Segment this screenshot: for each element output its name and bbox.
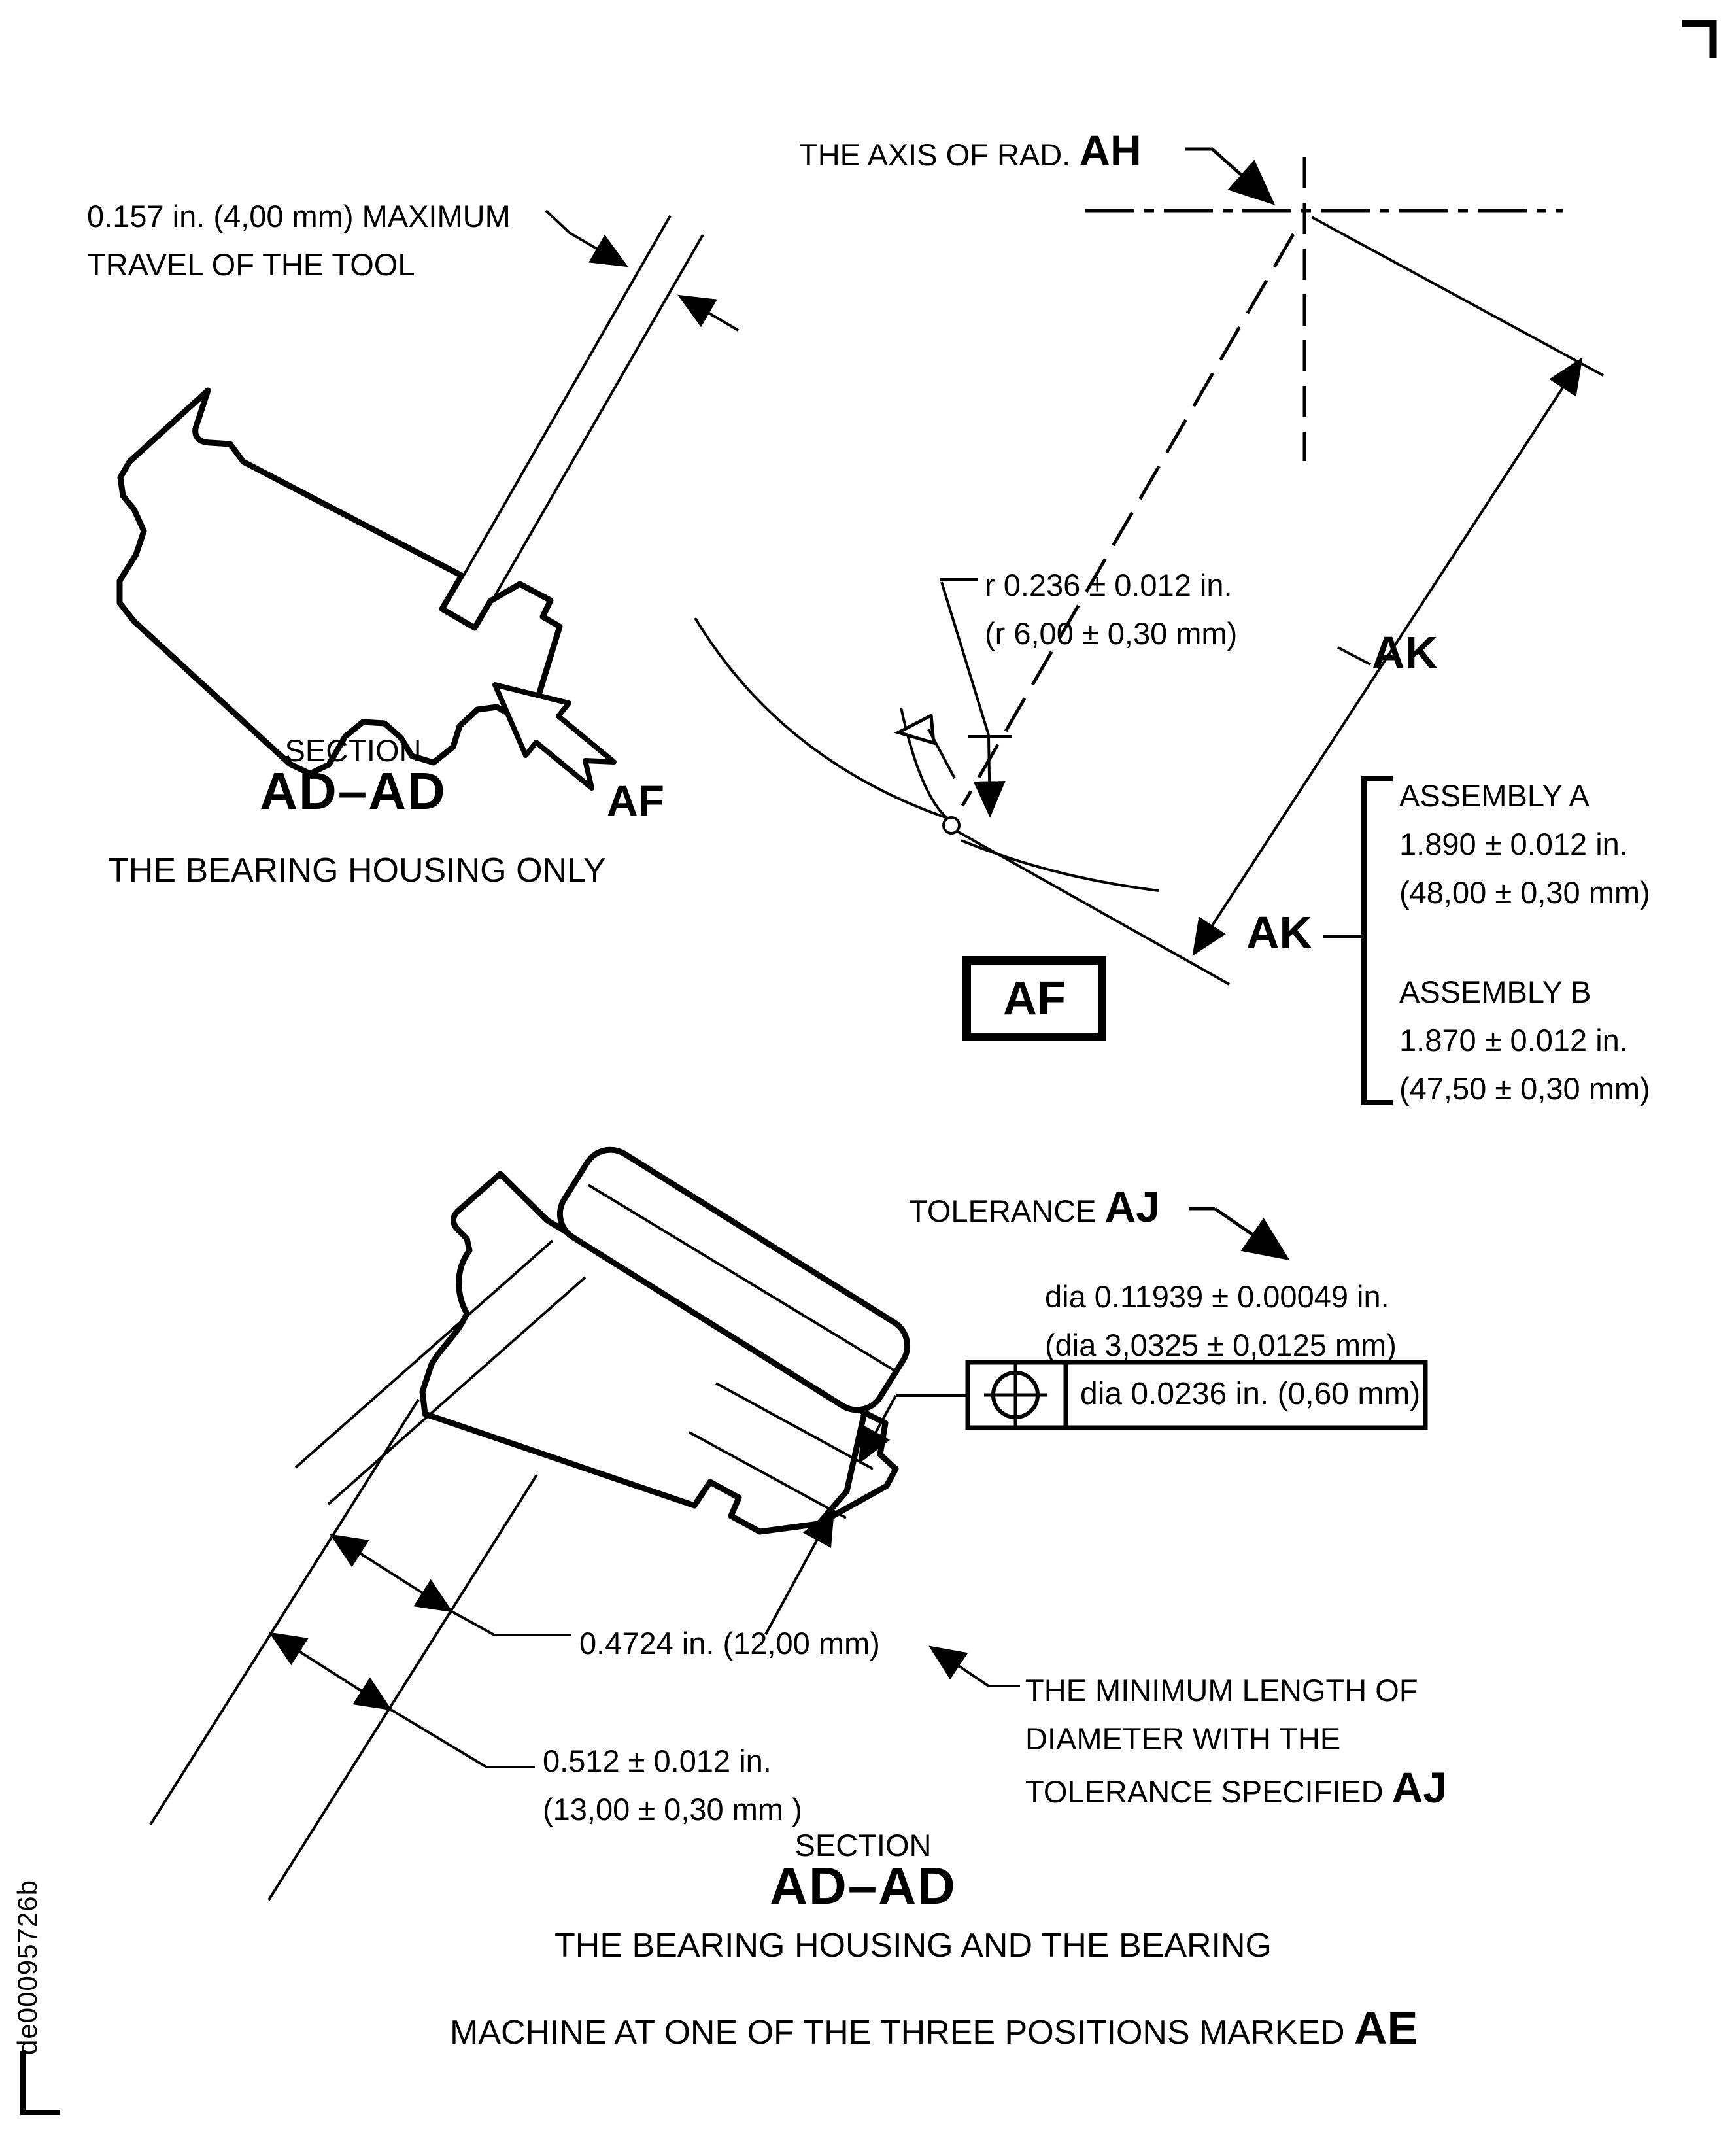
tool-slot-right-line xyxy=(490,235,703,604)
tolerance-note xyxy=(909,1182,1160,1235)
assembly-bracket xyxy=(1364,778,1393,1103)
tool-travel-dim-arrow xyxy=(680,296,738,330)
view-box-af: AF xyxy=(962,956,1106,1041)
tool-travel-line2: TRAVEL OF THE TOOL xyxy=(87,247,415,282)
tangent-point-circle xyxy=(944,817,959,833)
assembly-a-block xyxy=(1399,772,1650,917)
bore-arc xyxy=(695,618,949,819)
extension-line-2 xyxy=(269,1475,537,1900)
ak-label-tick xyxy=(1338,647,1370,664)
dim-13mm-text xyxy=(543,1737,802,1834)
tolerance-aj-arrow xyxy=(1215,1209,1287,1258)
drawing-id: de00095726b xyxy=(12,1880,43,2055)
section1-caption: THE BEARING HOUSING ONLY xyxy=(108,852,606,889)
dim-13mm-leader xyxy=(390,1709,535,1767)
assembly-b-block xyxy=(1399,968,1650,1113)
section2-name: AD–AD xyxy=(770,1857,957,1915)
radius-note-line2: (r 6,00 ± 0,30 mm) xyxy=(985,616,1238,651)
dia-note xyxy=(1045,1273,1397,1369)
tool-travel-line1: 0.157 in. (4,00 mm) MAXIMUM xyxy=(87,199,511,233)
radius-leader-line xyxy=(942,582,989,735)
assembly-b-title: ASSEMBLY B xyxy=(1399,974,1591,1009)
radius-arrow xyxy=(989,736,990,815)
dim-13mm-mm: (13,00 ± 0,30 mm ) xyxy=(543,1792,802,1827)
min-note-line3: TOLERANCE SPECIFIED AJ xyxy=(1025,1763,1448,1812)
axis-note-text: THE AXIS OF RAD. xyxy=(799,137,1071,172)
dim-12mm-line xyxy=(332,1536,451,1611)
machine-ref-ae: AE xyxy=(1354,2003,1418,2054)
assembly-a-title: ASSEMBLY A xyxy=(1399,778,1590,813)
tool-travel-note xyxy=(87,192,511,289)
section1-name: AD–AD xyxy=(260,762,447,820)
min-note-line2: DIAMETER WITH THE xyxy=(1025,1721,1341,1756)
page-corner-mark-bottom-left xyxy=(23,2051,60,2112)
radius-note xyxy=(985,561,1237,658)
assembly-b-mm: (47,50 ± 0,30 mm) xyxy=(1399,1071,1650,1106)
axis-ref-ah: AH xyxy=(1079,126,1142,175)
extension-line-1 xyxy=(150,1400,418,1825)
ak-label-upper: AK xyxy=(1372,627,1438,678)
tool-shank-line xyxy=(928,729,955,778)
dia-note-mm: (dia 3,0325 ± 0,0125 mm) xyxy=(1045,1328,1397,1362)
assembly-a-mm: (48,00 ± 0,30 mm) xyxy=(1399,875,1650,910)
fcf-value: dia 0.0236 in. (0,60 mm) xyxy=(1080,1377,1421,1411)
dim-13mm-in: 0.512 ± 0.012 in. xyxy=(543,1744,772,1778)
ak-label-lower: AK xyxy=(1246,907,1313,958)
min-note-line1: THE MINIMUM LENGTH OF xyxy=(1025,1673,1418,1708)
min-note-ref-aj: AJ xyxy=(1391,1763,1448,1812)
axis-extension-line xyxy=(1312,217,1603,375)
tolerance-ref-aj: AJ xyxy=(1104,1182,1160,1231)
page-corner-mark-top-right xyxy=(1682,24,1713,58)
dim-12mm-leader xyxy=(451,1611,571,1635)
view-direction-arrow-af xyxy=(495,685,614,788)
tolerance-label: TOLERANCE xyxy=(909,1194,1097,1228)
dim-12mm-text: 0.4724 in. (12,00 mm) xyxy=(579,1626,880,1661)
section2-label: SECTION xyxy=(794,1828,932,1863)
radius-construction-line xyxy=(962,234,1293,806)
view-arrow-label-af: AF xyxy=(607,776,664,825)
dim-13mm-line xyxy=(271,1634,390,1709)
tool-travel-leader-arrow xyxy=(546,211,626,266)
min-length-note xyxy=(1025,1666,1447,1816)
section1-label: SECTION xyxy=(284,733,422,768)
housing-outline-section-adad xyxy=(120,390,560,774)
machine-note xyxy=(450,2003,1418,2058)
assembly-b-in: 1.870 ± 0.012 in. xyxy=(1399,1023,1628,1058)
surface-line-curved xyxy=(961,840,1159,891)
min-length-leader-arrow xyxy=(931,1647,1020,1686)
axis-ah-leader-arrow xyxy=(1185,149,1272,203)
machine-note-text: MACHINE AT ONE OF THE THREE POSITIONS MARKED xyxy=(450,2014,1345,2052)
axis-note xyxy=(799,126,1142,179)
assembly-a-in: 1.890 ± 0.012 in. xyxy=(1399,827,1628,861)
dia-note-in: dia 0.11939 ± 0.00049 in. xyxy=(1045,1279,1389,1314)
section2-caption: THE BEARING HOUSING AND THE BEARING xyxy=(554,1927,1272,1965)
radius-note-line1: r 0.236 ± 0.012 in. xyxy=(985,568,1233,602)
